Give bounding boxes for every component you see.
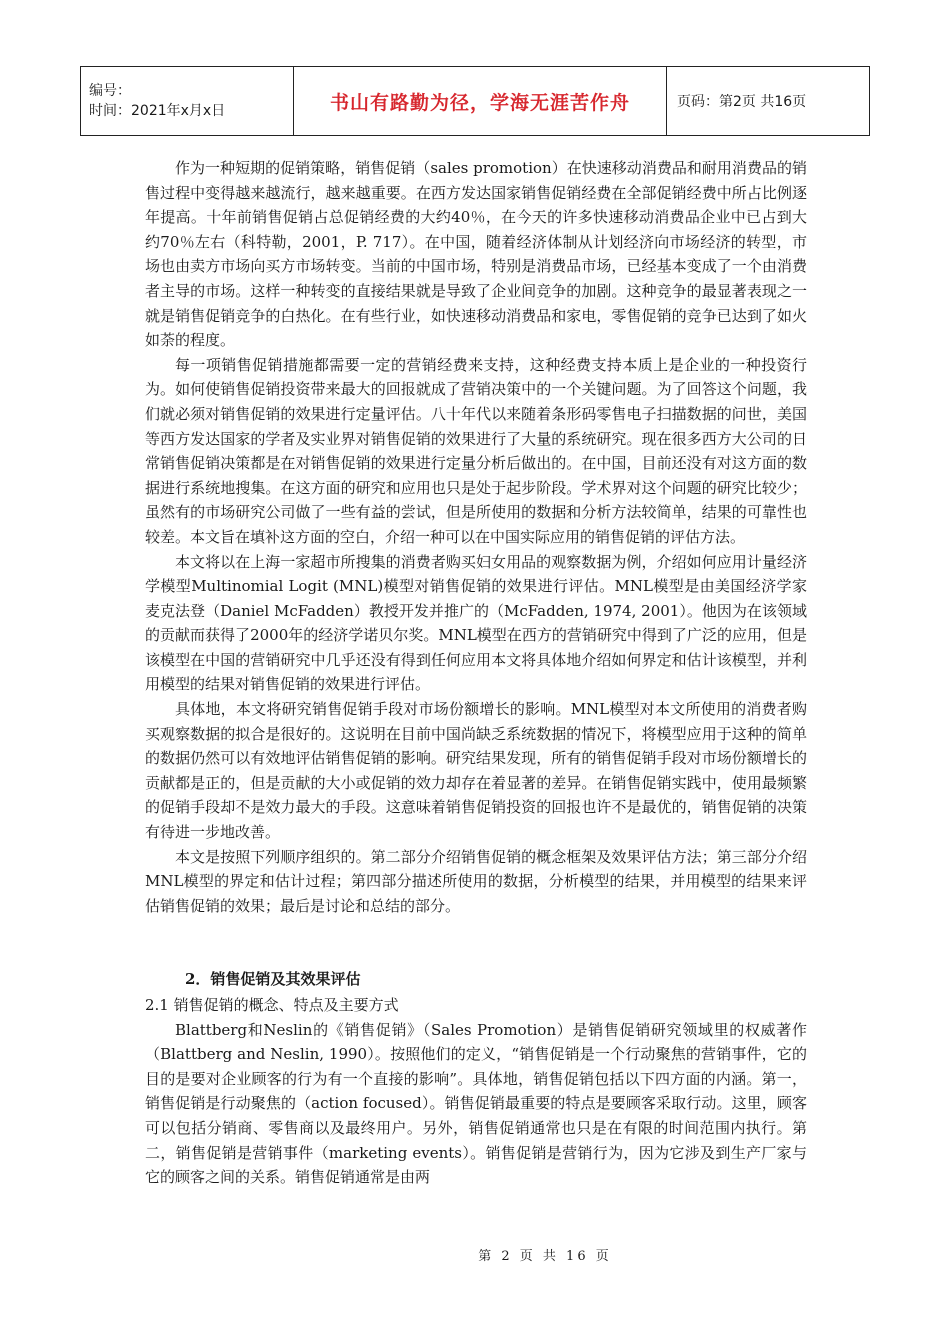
paragraph: 每一项销售促销措施都需要一定的营销经费来支持，这种经费支持本质上是企业的一种投资行为。如何使销售促销投资带来最大的回报就成了营销决策中的一个关键问题。为了回答这个问题，我们就必须对销售促销的效果进行定量评估。八十年代以来随着条形码零售电子扫描数据的问世，美国等西方发达国家的学者及实业界对销售促销的效果进行了大量的系统研究。现在很多西方大公司的日常销售促销决策都是在对销售促销的效果进行定量分析后做出的。在中国，目前还没有对这方面的数据进行系统地搜集。在这方面的研究和应用也只是处于起步阶段。学术界对这个问题的研究比较少；虽然有的市场研究公司做了一些有益的尝试，但是所使用的数据和分析方法较简单，结果的可靠性也较差。本文旨在填补这方面的空白，介绍一种可以在中国实际应用的销售促销的评估方法。 [145,355,807,546]
header-page-number: 页码：第2页 共16页 [667,67,870,136]
document-number: 编号： [89,83,131,99]
section-heading: 2．销售促销及其效果评估 [185,970,361,989]
paragraph: 具体地，本文将研究销售促销手段对市场份额增长的影响。MNL模型对本文所使用的消费者购买观察数据的拟合是很好的。这说明在目前中国尚缺乏系统数据的情况下，将模型应用于这种的简单的数据仍然可以有效地评估销售促销的影响。研究结果发现，所有的销售促销手段对市场份额增长的贡献都是正的，但是贡献的大小或促销的效力却存在着显著的差异。在销售促销实践中，使用最频繁的促销手段却不是效力最大的手段。这意味着销售促销投资的回报也许不是最优的，销售促销的决策有待进一步地改善。 [145,700,807,842]
header-meta [81,67,294,136]
paragraph: 本文是按照下列顺序组织的。第二部分介绍销售促销的概念框架及效果评估方法；第三部分介绍MNL模型的界定和估计过程；第四部分描述所使用的数据，分析模型的结果，并用模型的结果来评估销售促销的效果；最后是讨论和总结的部分。 [145,847,807,915]
page-header [80,66,870,136]
document-body [145,156,807,1190]
document-date: 时间：2021年x月x日 [89,103,226,119]
page-footer: 第 2 页 共 16 页 [478,1249,612,1264]
paragraph: 作为一种短期的促销策略，销售促销（sales promotion）在快速移动消费品和耐用消费品的销售过程中变得越来越流行，越来越重要。在西方发达国家销售促销经费在全部促销经费中所占比例逐年提高。十年前销售促销占总促销经费的大约40％，在今天的许多快速移动消费品企业中已占到大约70％左右（科特勒，2001，P. 717）。在中国，随着经济体制从计划经济向市场经济的转型，市场也由卖方市场向买方市场转变。当前的中国市场，特别是消费品市场，已经基本变成了一个由消费者主导的市场。这样一种转变的直接结果就是导致了企业间竞争的加剧。这种竞争的最显著表现之一就是销售促销竞争的白热化。在有些行业，如快速移动消费品和家电，零售促销的竞争已达到了如火如荼的程度。 [145,159,808,350]
subsection-heading: 2.1 销售促销的概念、特点及主要方式 [145,996,399,1014]
header-motto: 书山有路勤为径，学海无涯苦作舟 [294,67,667,136]
paragraph: Blattberg和Neslin的《销售促销》（Sales Promotion）是销售促销研究领域里的权威著作（Blattberg and Neslin, 1990）。按照他们的定义，“销售促销是一个行动聚焦的营销事件，它的目的是要对企业顾客的行为有一个直接的影响”。具体地，销售促销包括以下四方面的内涵。第一，销售促销是行动聚焦的（action focused）。销售促销最重要的特点是要顾客采取行动。这里，顾客可以包括分销商、零售商以及最终用户。另外，销售促销通常也只是在有限的时间范围内执行。第二，销售促销是营销事件（marketing events）。销售促销是营销行为，因为它涉及到生产厂家与它的顾客之间的关系。销售促销通常是由两 [145,1020,807,1187]
paragraph: 本文将以在上海一家超市所搜集的消费者购买妇女用品的观察数据为例，介绍如何应用计量经济学模型Multinomial Logit (MNL)模型对销售促销的效果进行评估。MNL模型是由美国经济学家麦克法登（Daniel McFadden）教授开发并推广的（McFadden, 1974, 2001）。他因为在该领域的贡献而获得了2000年的经济学诺贝尔奖。MNL模型在西方的营销研究中得到了广泛的应用，但是该模型在中国的营销研究中几乎还没有得到任何应用本文将具体地介绍如何界定和估计该模型，并利用模型的结果对销售促销的效果进行评估。 [145,552,807,694]
